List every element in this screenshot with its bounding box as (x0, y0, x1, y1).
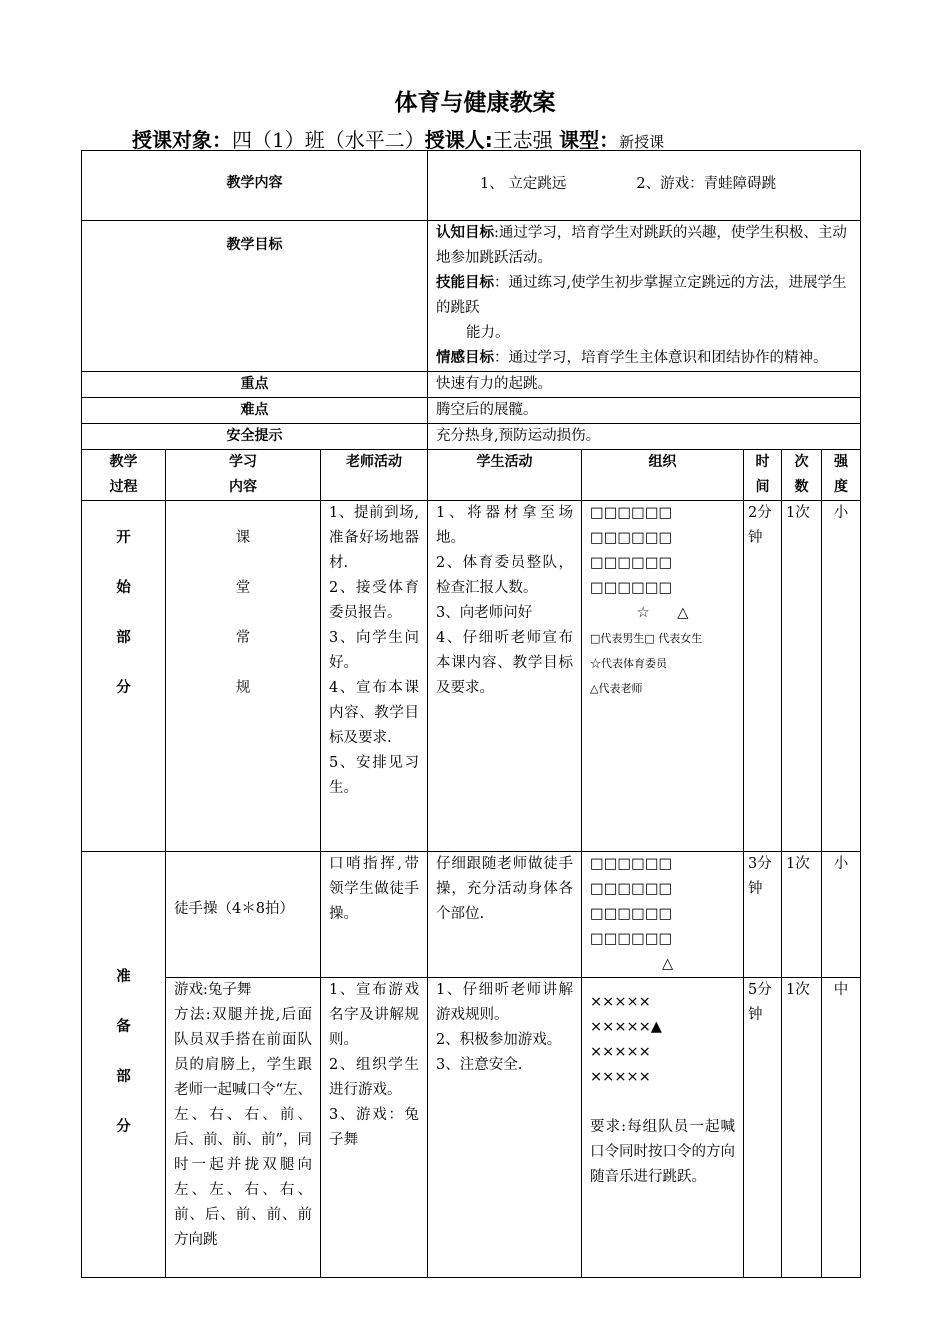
difficulty-label: 难点 (82, 398, 428, 424)
safety-row (82, 424, 861, 450)
key-point-label: 重点 (82, 372, 428, 398)
cognitive-text: :通过学习，培育学生对跳跃的兴趣，使学生积极、主动地参加跳跃活动。 (436, 225, 847, 266)
formation-row: □□□□□□ (590, 931, 673, 947)
prep-game-teacher: 1、宣布游戏名字及讲解规则。 2、组织学生进行游戏。 3、游戏：兔子舞 (321, 978, 428, 1278)
prep-game-count: 1次 (782, 978, 822, 1278)
formation-row: □□□□□□ (590, 906, 673, 922)
prep-drill-student: 仔细跟随老师做徒手操，充分活动身体各个部位. (428, 852, 582, 978)
start-teacher-activity: 1、提前到场,准备好场地器材. 2、接受体育委员报告。 3、向学生问好。 4、宣布本课内容、教学目标及要求. 5、安排见习生。 (321, 501, 428, 852)
skill-text: ：通过练习,使学生初步掌握立定跳远的方法，进展学生的跳跃 (436, 275, 847, 316)
prep-drill-formation (582, 852, 744, 978)
prep-game-row (82, 978, 861, 1278)
header-count: 次 数 (782, 450, 822, 501)
teacher-label: 授课人: (424, 128, 493, 152)
column-header-row (82, 450, 861, 501)
formation-row: □□□□□□ (590, 555, 673, 571)
prep-drill-teacher: 口哨指挥,带领学生做徒手操。 (321, 852, 428, 978)
lesson-plan-table (81, 150, 861, 1278)
difficulty-row (82, 398, 861, 424)
prep-phase-label: 准 备 部 分 (82, 852, 166, 1278)
prep-game-student: 1、仔细听老师讲解游戏规则。 2、积极参加游戏。 3、注意安全. (428, 978, 582, 1278)
header-process: 教学 过程 (82, 450, 166, 501)
prep-game-intensity: 中 (822, 978, 861, 1278)
skill-text-cont: 能力。 (466, 325, 510, 341)
header-teacher: 老师活动 (321, 450, 428, 501)
target-value: 四（1）班（水平二） (232, 128, 425, 152)
target-label: 授课对象： (132, 128, 232, 152)
legend-monitor: ☆代表体育委员 (590, 657, 668, 670)
page-title: 体育与健康教案 (394, 90, 556, 116)
start-intensity: 小 (822, 501, 861, 852)
content-row (82, 151, 861, 221)
formation-row: □□□□□□ (590, 530, 673, 546)
formation-row: ×××××▲ (590, 1019, 662, 1035)
formation-row: □□□□□□ (590, 580, 673, 596)
start-phase-label: 开 始 部 分 (82, 501, 166, 852)
difficulty-value: 腾空后的展髋。 (428, 398, 861, 424)
start-formation (582, 501, 744, 852)
safety-value: 充分热身,预防运动损伤。 (428, 424, 861, 450)
cognitive-label: 认知目标 (436, 225, 495, 241)
header-study: 学习 内容 (166, 450, 321, 501)
start-student-activity: 1、将器材拿至场地。 2、体育委员整队，检查汇报人数。 3、向老师问好 4、仔细听老师宣布本课内容、教学目标及要求。 (428, 501, 582, 852)
type-value: 新授课 (619, 133, 665, 151)
prep-game-time: 5分钟 (744, 978, 782, 1278)
key-point-row (82, 372, 861, 398)
prep-drill-time: 3分钟 (744, 852, 782, 978)
prep-game-study: 游戏:兔子舞 方法:双腿并拢,后面队员双手搭在前面队员的肩膀上，学生跟老师一起喊口令“左、左、右、右、前、后、前、前、前”，同时一起并拢双腿向左、左、右、右、前、后、前、前、前方向跳 (166, 978, 321, 1278)
formation-row: □□□□□□ (590, 856, 673, 872)
goals-value (428, 221, 861, 372)
prep-game-formation (582, 978, 744, 1278)
lesson-info (132, 124, 664, 153)
skill-label: 技能目标 (436, 275, 495, 291)
start-count: 1次 (782, 501, 822, 852)
header-student: 学生活动 (428, 450, 582, 501)
content-value (428, 151, 861, 221)
goals-row (82, 221, 861, 372)
prep-drill-study: 徒手操（4＊8拍） (166, 852, 321, 978)
prep-drill-count: 1次 (782, 852, 822, 978)
formation-markers: ☆ △ (636, 605, 689, 621)
emotion-label: 情感目标 (436, 350, 495, 366)
header-intensity: 强 度 (822, 450, 861, 501)
formation-row: □□□□□□ (590, 881, 673, 897)
legend-teacher: △代表老师 (590, 682, 643, 695)
start-study-content: 课 堂 常 规 (166, 501, 321, 852)
formation-row: ××××× (590, 994, 651, 1010)
teacher-value: 王志强 (492, 128, 553, 152)
formation-row: □□□□□□ (590, 505, 673, 521)
key-point-value: 快速有力的起跳。 (428, 372, 861, 398)
legend-students: □代表男生□ 代表女生 (590, 632, 703, 645)
emotion-text: ：通过学习，培育学生主体意识和团结协作的精神。 (494, 350, 828, 366)
formation-row: ××××× (590, 1069, 651, 1085)
prep-drill-intensity: 小 (822, 852, 861, 978)
start-phase-row (82, 501, 861, 852)
start-time: 2分钟 (744, 501, 782, 852)
header-time: 时 间 (744, 450, 782, 501)
teacher-marker: △ (661, 956, 674, 972)
header-organization: 组织 (582, 450, 744, 501)
goals-label: 教学目标 (82, 221, 428, 372)
content-item-2: 2、游戏：青蛙障碍跳 (636, 176, 777, 192)
content-item-1: 1、 立定跳远 (480, 176, 567, 192)
safety-label: 安全提示 (82, 424, 428, 450)
type-label: 课型： (559, 128, 620, 152)
prep-drill-row (82, 852, 861, 978)
game-requirement: 要求:每组队员一起喊口令同时按口令的方向随音乐进行跳跃。 (590, 1119, 736, 1185)
formation-row: ××××× (590, 1044, 651, 1060)
content-label: 教学内容 (82, 151, 428, 221)
